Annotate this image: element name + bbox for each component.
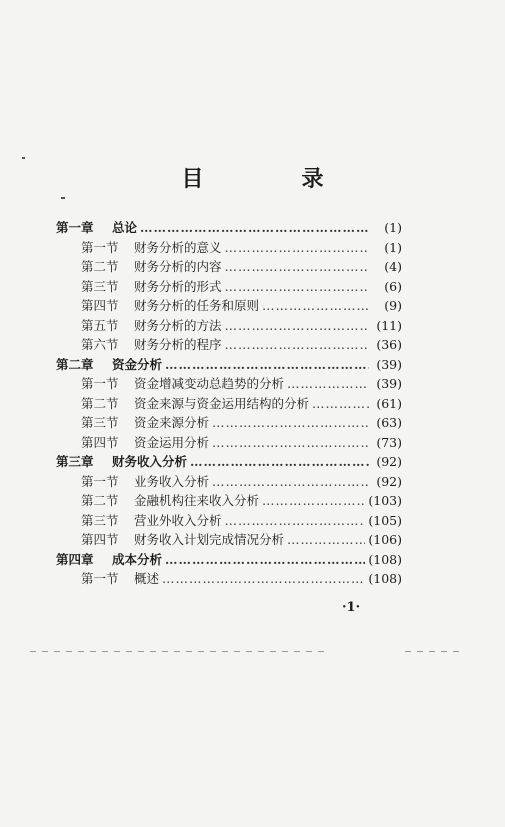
toc-section-row (56, 472, 402, 492)
toc-entry-page: (103) (368, 493, 402, 508)
toc-entry-number: 第二节 (81, 259, 119, 274)
toc-entry-page: (92) (376, 473, 402, 489)
toc-leader-dots (312, 394, 369, 414)
toc-entry-number: 第三章 (56, 454, 94, 469)
toc-section-row (56, 335, 402, 355)
toc-leader-dots (287, 374, 369, 394)
toc-chapter-row (56, 550, 402, 570)
scan-edge-rule (405, 651, 465, 652)
toc-entry-title: 财务分析的意义 (134, 239, 222, 255)
toc-leader-dots (225, 238, 369, 258)
toc-entry-page: (73) (376, 434, 402, 450)
toc-entry-title: 金融机构往来收入分析 (134, 493, 260, 508)
toc-section-row (56, 530, 402, 550)
toc-leader-dots (190, 452, 369, 472)
toc-entry-title: 营业外收入分析 (134, 512, 222, 528)
toc-entry-page: (1) (384, 220, 402, 235)
toc-entry-number: 第五节 (81, 317, 119, 333)
toc-entry-title: 财务分析的方法 (134, 317, 222, 333)
toc-entry-number: 第一节 (81, 239, 119, 255)
toc-entry-title: 业务收入分析 (134, 473, 210, 489)
toc-entry-page: (39) (376, 376, 402, 391)
toc-entry-page: (4) (384, 259, 402, 274)
toc-leader-dots (225, 316, 369, 336)
toc-leader-dots (225, 335, 369, 355)
toc-entry-title: 财务收入分析 (112, 454, 188, 469)
toc-entry-number: 第一节 (81, 376, 119, 391)
toc-entry-number: 第二节 (81, 395, 119, 411)
toc-entry-title: 成本分析 (112, 551, 163, 567)
toc-entry-title: 总论 (112, 220, 138, 235)
page-number: ·1· (342, 600, 361, 615)
toc-leader-dots (140, 218, 369, 238)
toc-entry-number: 第六节 (81, 337, 119, 352)
toc-entry-number: 第三节 (81, 278, 119, 294)
toc-entry-number: 第四节 (81, 532, 119, 547)
toc-chapter-row (56, 355, 402, 375)
toc-leader-dots (225, 257, 369, 277)
toc-section-row (56, 394, 402, 414)
toc-entry-page: (61) (376, 395, 402, 411)
toc-section-row (56, 316, 402, 336)
toc-entry-title: 资金增减变动总趋势的分析 (134, 376, 285, 391)
toc-leader-dots (165, 355, 369, 375)
toc-leader-dots (225, 511, 366, 531)
toc-leader-dots (287, 530, 365, 550)
toc-section-row (56, 433, 402, 453)
toc-entry-number: 第一章 (56, 220, 94, 235)
scan-speck (22, 157, 25, 159)
toc-entry-page: (63) (376, 415, 402, 430)
toc-leader-dots (212, 433, 369, 453)
toc-leader-dots (262, 296, 369, 316)
toc-section-row (56, 238, 402, 258)
toc-leader-dots (225, 277, 369, 297)
table-of-contents (56, 218, 402, 589)
toc-entry-number: 第一节 (81, 571, 119, 586)
toc-entry-number: 第二节 (81, 493, 119, 508)
toc-entry-title: 财务分析的任务和原则 (134, 298, 260, 313)
toc-leader-dots (165, 550, 365, 570)
toc-entry-title: 资金来源分析 (134, 415, 210, 430)
toc-section-row (56, 413, 402, 433)
toc-section-row (56, 296, 402, 316)
toc-section-row (56, 257, 402, 277)
toc-entry-page: (106) (368, 532, 402, 547)
toc-entry-page: (9) (384, 298, 402, 313)
toc-entry-title: 财务收入计划完成情况分析 (134, 532, 285, 547)
toc-entry-number: 第四节 (81, 298, 119, 313)
scan-edge-rule (30, 651, 330, 652)
toc-entry-number: 第四章 (56, 551, 94, 567)
toc-entry-title: 资金运用分析 (134, 434, 210, 450)
toc-entry-page: (36) (376, 337, 402, 352)
toc-chapter-row (56, 218, 402, 238)
toc-entry-number: 第一节 (81, 473, 119, 489)
toc-leader-dots (162, 569, 365, 589)
toc-leader-dots (212, 472, 369, 492)
toc-entry-page: (1) (384, 239, 402, 255)
toc-entry-page: (6) (384, 278, 402, 294)
toc-entry-page: (108) (368, 551, 402, 567)
toc-entry-title: 资金分析 (112, 356, 163, 372)
toc-chapter-row (56, 452, 402, 472)
toc-entry-title: 财务分析的形式 (134, 278, 222, 294)
toc-entry-title: 资金来源与资金运用结构的分析 (134, 395, 310, 411)
page-title: 目 录 (181, 166, 362, 192)
toc-section-row (56, 569, 402, 589)
toc-entry-number: 第三节 (81, 512, 119, 528)
toc-leader-dots (262, 491, 365, 511)
toc-section-row (56, 511, 402, 531)
toc-section-row (56, 374, 402, 394)
toc-entry-title: 财务分析的内容 (134, 259, 222, 274)
toc-entry-page: (108) (368, 571, 402, 586)
toc-entry-page: (92) (376, 454, 402, 469)
toc-leader-dots (212, 413, 369, 433)
scan-speck (61, 197, 65, 199)
toc-entry-title: 概述 (134, 571, 160, 586)
toc-section-row (56, 277, 402, 297)
toc-entry-number: 第三节 (81, 415, 119, 430)
toc-entry-number: 第二章 (56, 356, 94, 372)
toc-entry-page: (39) (376, 356, 402, 372)
toc-entry-page: (105) (368, 512, 402, 528)
toc-section-row (56, 491, 402, 511)
toc-entry-title: 财务分析的程序 (134, 337, 222, 352)
toc-entry-number: 第四节 (81, 434, 119, 450)
toc-entry-page: (11) (376, 317, 402, 333)
